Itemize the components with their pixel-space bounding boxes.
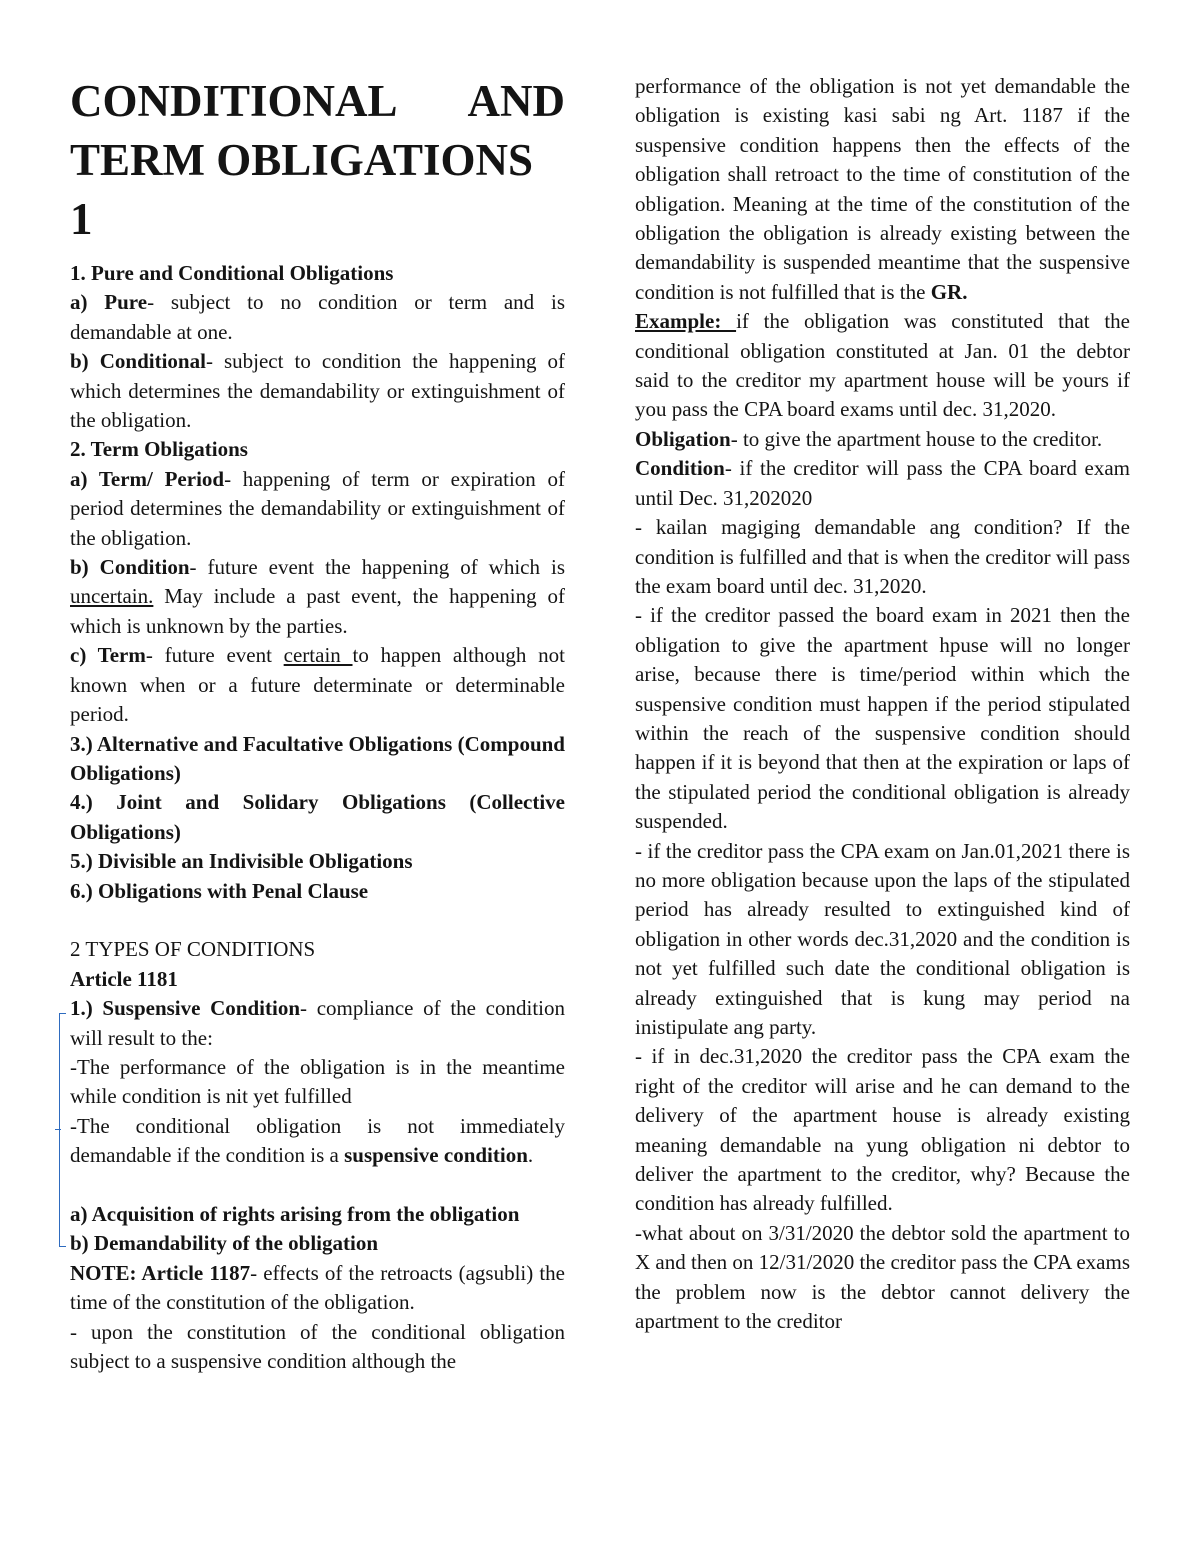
question-5: -what about on 3/31/2020 the debtor sold the apartment to X and then on 12/31/2020 the creditor pass the CPA exams the problem now is the debtor cannot delivery the apartment to the creditor bbox=[635, 1220, 1130, 1334]
condition-definition: b) Condition- future event the happening of which is uncertain. May include a past event, the happening of which is unknown by the parties. bbox=[70, 555, 565, 638]
document-title bbox=[70, 72, 565, 249]
heading-pure-conditional: 1. Pure and Conditional Obligations bbox=[70, 261, 394, 285]
demandability-heading: b) Demandability of the obligation bbox=[70, 1231, 379, 1256]
term-definition: c) Term- future event certain to happen although not known when or a future determinate or determinable period. bbox=[70, 643, 565, 727]
question-1: - kailan magiging demandable ang condition? If the condition is fulfilled and that is when the creditor will pass the exam board until dec. 31,2020. bbox=[635, 515, 1130, 598]
comment-bracket bbox=[59, 1013, 66, 1247]
condition-paragraph: Condition- if the creditor will pass the CPA board exam until Dec. 31,202020 bbox=[635, 456, 1130, 510]
heading-divisible: 5.) Divisible an Indivisible Obligations bbox=[70, 849, 413, 874]
example-paragraph: Example: if the obligation was constituted that the conditional obligation constituted at Jan. 01 the debtor said to the creditor my apartment house will be yours if you pass the CPA board exams until dec. 31,2020. bbox=[635, 309, 1130, 422]
question-4: - if in dec.31,2020 the creditor pass the CPA exam the right of the creditor will arise and he can demand to the delivery of the apartment house is already existing meaning demandable na yung obligation ni debtor to deliver the apartment to the creditor, why? Because the condition has already fulfilled. bbox=[635, 1044, 1130, 1216]
suspensive-condition: 1.) Suspensive Condition- compliance of the condition will result to the: bbox=[70, 996, 565, 1050]
obligation-paragraph: Obligation- to give the apartment house to the creditor. bbox=[635, 426, 1103, 451]
heading-alternative: 3.) Alternative and Facultative Obligations (Compound Obligations) bbox=[70, 731, 565, 785]
title-line1-b: AND bbox=[467, 76, 565, 126]
performance-note: -The performance of the obligation is in the meantime while condition is nit yet fulfilled bbox=[70, 1054, 565, 1109]
acquisition-heading: a) Acquisition of rights arising from the obligation bbox=[70, 1201, 520, 1226]
title-line1-a: CONDITIONAL bbox=[70, 76, 398, 126]
heading-term-obligations: 2. Term Obligations bbox=[70, 437, 248, 462]
note-article-1187: NOTE: Article 1187- effects of the retroacts (agsubli) the time of the constitution of the obligation. bbox=[70, 1260, 565, 1315]
question-2: - if the creditor passed the board exam in 2021 then the obligation to give the apartment hpuse will no longer arise, because there is time/period within which the suspensive condition must happen if the period stipulated within the reach of the suspensive condition should happen if it is beyond that then at the expiration or laps of the stipulated period the conditional obligation is already suspended. bbox=[635, 603, 1130, 834]
article-1181: Article 1181 bbox=[70, 966, 178, 991]
left-column bbox=[70, 72, 565, 1376]
right-column bbox=[635, 72, 1130, 1336]
conditional-definition: b) Conditional- subject to condition the happening of which determines the demandability or extinguishment of the obligation. bbox=[70, 349, 566, 433]
heading-joint: 4.) Joint and Solidary Obligations (Collective Obligations) bbox=[70, 790, 565, 844]
question-3: - if the creditor pass the CPA exam on Jan.01,2021 there is no more obligation because upon the laps of the stipulated period has already resulted to extinguished kind of obligation in other words dec.31,2020 and the condition is not yet fulfilled such date the conditional obligation is already extinguished that is kung may period na inistipulate ang party. bbox=[635, 838, 1130, 1039]
pure-definition: a) Pure- subject to no condition or term and is demandable at one. bbox=[70, 290, 565, 344]
retroact-paragraph: performance of the obligation is not yet demandable the obligation is existing kasi sabi ng Art. 1187 if the suspensive condition happens then the effects of the obligation shall retroact to the time of constitution of the obligation. Meaning at the time of the constitution of the obligation the obligation is already existing between the demandability is suspended meantime that the suspensive condition is not fulfilled that is the GR. bbox=[635, 74, 1130, 304]
title-line2: TERM OBLIGATIONS bbox=[70, 135, 534, 185]
term-period-definition: a) Term/ Period- happening of term or expiration of period determines the demandability or extinguishment of the obligation. bbox=[70, 466, 565, 550]
types-heading: 2 TYPES OF CONDITIONS bbox=[70, 937, 316, 962]
comment-bracket-mark bbox=[55, 1129, 61, 1130]
heading-penal: 6.) Obligations with Penal Clause bbox=[70, 878, 369, 903]
title-line3: 1 bbox=[70, 194, 93, 244]
upon-constitution: - upon the constitution of the conditional obligation subject to a suspensive condition although the bbox=[70, 1319, 565, 1373]
not-demandable-note: -The conditional obligation is not immediately demandable if the condition is a suspensive condition. bbox=[70, 1113, 565, 1168]
